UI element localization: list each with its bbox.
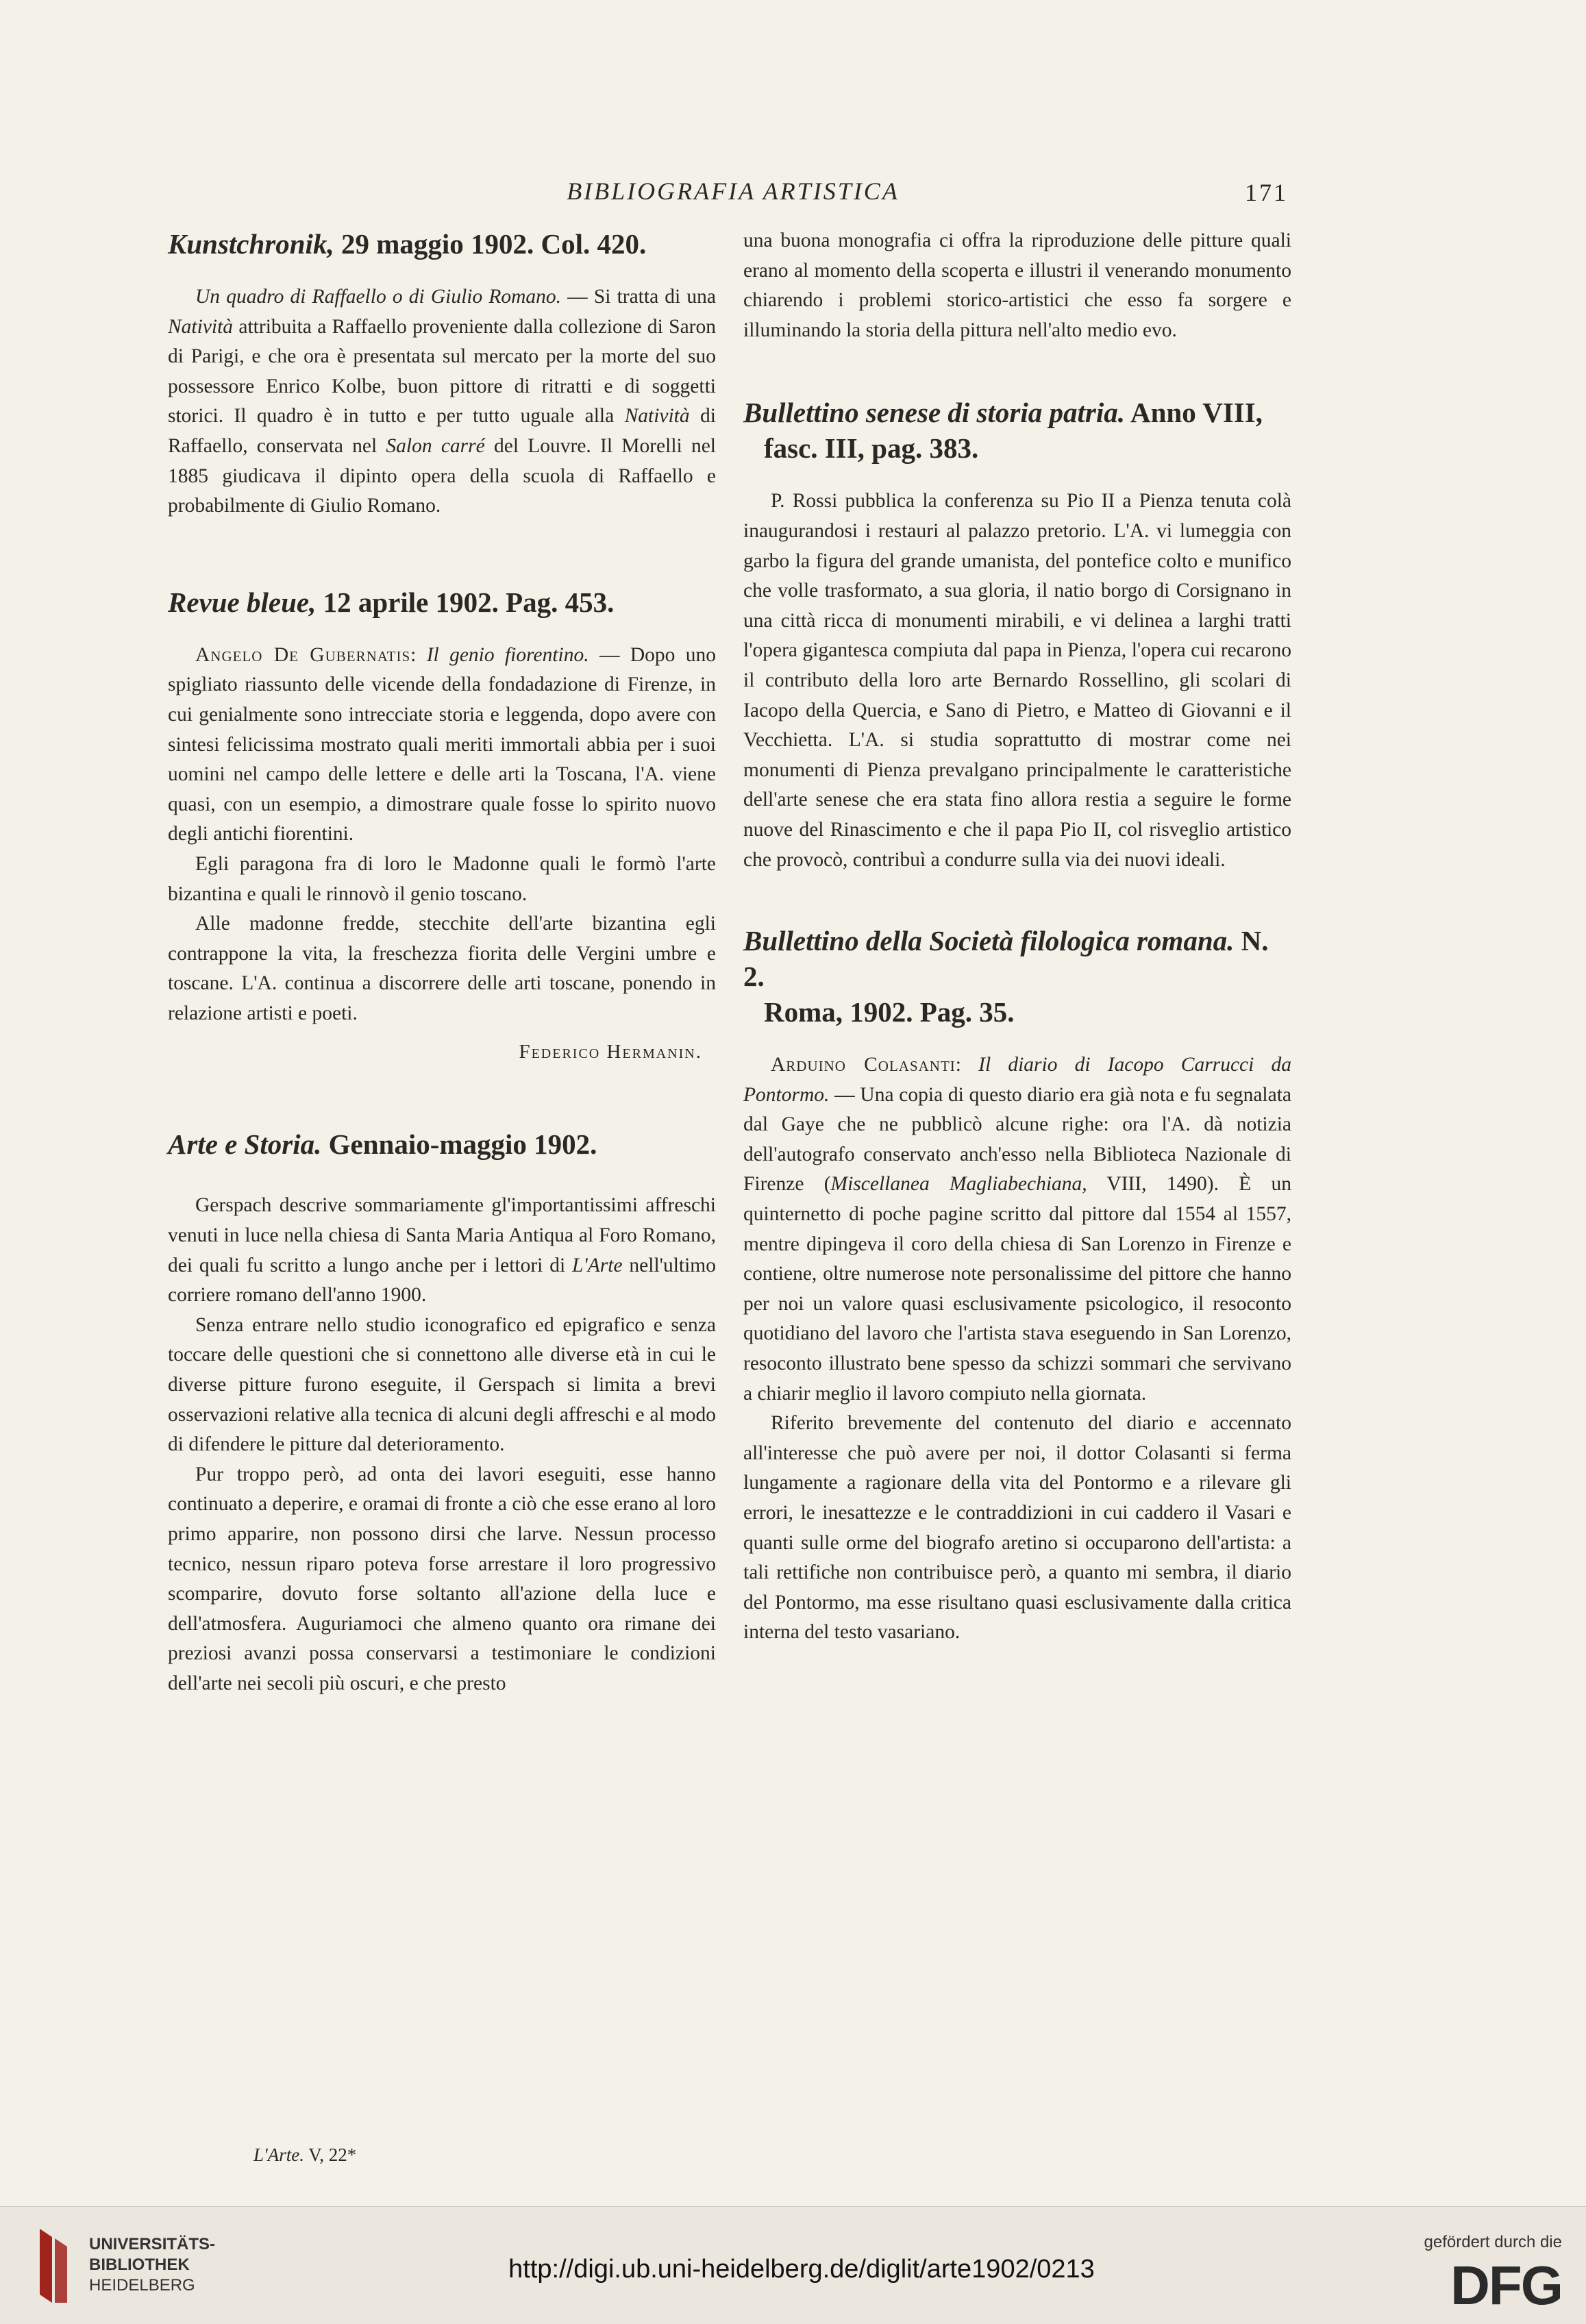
journal-title: Arte e Storia.: [168, 1128, 322, 1161]
review-paragraph: Riferito brevemente del contenuto del diario e accennato all'interesse che può avere per noi, il dottor Colasanti si ferma lungamente a ragionare della vita del Pontormo e a rilevare gli errori, le inesattezze e le contraddizioni in cui caddero il Vasari e quanti sulle orme del biografo aretino si occuparono dell'artista: a tali rettifiche non contribuisce però, a quanto mi sembra, il diario del Pontormo, ma esse risultano quasi esclusivamente dalla critica interna del testo vasariano.: [743, 1412, 1291, 1644]
review-paragraph: Angelo De Gubernatis: Il genio fiorentino. — Dopo uno spigliato riassunto delle vicende della fondadazione di Firenze, in cui genialmente sono intrecciate storia e leggenda, dopo avere con sintesi felicissima mostrato quali meriti immortali abbia per i suoi uomini nel campo delle lettere e delle arti la Toscana, l'A. viene quasi, con un esempio, a dimostrare quale fosse lo spirito nuovo degli antichi fiorentini.: [168, 643, 716, 845]
review-paragraph: Senza entrare nello studio iconografico ed epigrafico e senza toccare delle questioni che si connettono alle diverse età in cui le diverse pitture furono eseguite, il Gerspach si limita a brevi osservazioni relative alla tecnica di alcuni degli affreschi e al modo di difendere le pitture dal deterioramento.: [168, 1313, 716, 1456]
signature-mark: L'Arte. V, 22*: [253, 2144, 357, 2165]
journal-title: Bullettino senese di storia patria.: [743, 397, 1125, 429]
review-paragraph: Egli paragona fra di loro le Madonne quali le formò l'arte bizantina e quali le rinnovò il genio toscano.: [168, 852, 716, 905]
review-paragraph: Gerspach descrive sommariamente gl'importantissimi affreschi venuti in luce nella chiesa di Santa Maria Antiqua al Foro Romano, dei quali fu scritto a lungo anche per i lettori di L'Arte nell'ultimo corriere romano dell'anno 1900.: [168, 1194, 716, 1307]
permalink-url[interactable]: http://digi.ub.uni-heidelberg.de/diglit/arte1902/0213: [508, 2255, 1095, 2284]
section-heading: [168, 584, 716, 620]
section-heading: [168, 1126, 716, 1162]
library-name: UNIVERSITÄTS- BIBLIOTHEK HEIDELBERG: [89, 2235, 216, 2295]
review-paragraph: Pur troppo però, ad onta dei lavori eseguiti, esse hanno continuato a deperire, e oramai di fronte a ciò che esse erano al loro primo apparire, non possono dirsi che larve. Nessun processo tecnico, nessun riparo poteva forse arrestare il loro progressivo scomparire, dovuto forse soltanto all'azione della luce e dell'atmosfera. Auguriamoci che almeno quanto ora rimane dei preziosi avanzi possa conservarsi a testimoniare le condizioni dell'arte nei secoli più oscuri, e che presto: [168, 1463, 716, 1694]
author-name: Arduino Colasanti: [771, 1054, 956, 1076]
journal-issue: 12 aprile 1902. Pag. 453.: [323, 586, 615, 618]
section-bullettino-senese: [743, 395, 1291, 875]
journal-issue: N. 2.: [743, 925, 1269, 993]
author-name: Angelo De Gubernatis: [195, 643, 411, 666]
section-heading: [168, 226, 716, 262]
article-title: Il genio fiorentino.: [426, 643, 589, 666]
left-column: [168, 226, 716, 1699]
right-column: [743, 226, 1291, 1648]
university-library-logo-icon: [40, 2229, 74, 2303]
journal-issue: Anno VIII,: [1130, 397, 1263, 429]
section-kunstchronik: [168, 226, 716, 521]
review-paragraph: Arduino Colasanti: Il diario di Iacopo Carrucci da Pontormo. — Una copia di questo diario era già nota e fu segnalata dal Gaye che ne pubblicò alcune righe: ora l'A. dà notizia dell'autografo conservato anch'esso nella Biblioteca Nazionale di Firenze (Miscellanea Magliabechiana, VIII, 1490). È un quinternetto di poche pagine scritto dal pittore dal 1554 al 1557, mentre dipingeva il coro della chiesa di San Lorenzo in Firenze e contiene, oltre numerose note personalissime del pittore che hanno per noi un valore quasi esclusivamente psicologico, il resoconto quotidiano del lavoro che l'artista stava eseguendo in San Lorenzo, resoconto illustrato bene spesso da schizzi sommari che servivano a chiarir meglio il lavoro compiuto nella giornata.: [743, 1054, 1292, 1405]
section-heading: [743, 923, 1291, 1030]
digitization-footer: [0, 2206, 1586, 2324]
journal-issue-line2: fasc. III, pag. 383.: [764, 432, 979, 465]
journal-issue: Gennaio-maggio 1902.: [328, 1128, 597, 1161]
review-paragraph: Un quadro di Raffaello o di Giulio Romano. — Si tratta di una Natività attribuita a Raffaello proveniente dalla collezione di Saron di Parigi, e che ora è presentata sul mercato per la morte del suo possessore Enrico Kolbe, buon pittore di ritratti e di soggetti storici. Il quadro è in tutto e per tutto uguale alla Natività di Raffaello, conservata nel Salon carré del Louvre. Il Morelli nel 1885 giudicava il dipinto opera della scuola di Raffaello e probabilmente di Giulio Romano.: [168, 286, 716, 517]
section-bullettino-filologica: [743, 923, 1291, 1648]
reviewer-signature: Federico Hermanin.: [519, 1041, 702, 1063]
review-paragraph: P. Rossi pubblica la conferenza su Pio II a Pienza tenuta colà inaugurandosi i restauri al palazzo pretorio. L'A. vi lumeggia con garbo la figura del grande umanista, del pontefice colto e munifico che volle trasformato, a sua gloria, il natio borgo di Corsignano in una città ricca di monumenti mirabili, e vi delinea a larghi tratti l'opera gigantesca compiuta dal papa in Pienza, l'opera cui recarono il contributo della loro arte Bernardo Rossellino, gli scolari di Iacopo della Quercia, e Sano di Pietro, e Matteo di Giovanni e il Vecchietta. L'A. si studia soprattutto di mostrar come nei monumenti di Pienza prevalgano principalmente le caratteristiche dell'arte senese che era stata fino allora restia a seguire le forme nuove del Rinascimento e che il papa Pio II, col risveglio artistico che provocò, contribuì a condurre sulla via dei nuovi ideali.: [743, 490, 1291, 871]
running-head: BIBLIOGRAFIA ARTISTICA: [567, 177, 900, 205]
funded-by-label: gefördert durch die: [1424, 2233, 1562, 2251]
article-title: Un quadro di Raffaello o di Giulio Romano.: [195, 286, 562, 308]
journal-title: Revue bleue,: [168, 586, 317, 618]
review-paragraph: Alle madonne fredde, stecchite dell'arte bizantina egli contrappone la vita, la freschezza fiorita delle Vergini umbre e toscane. L'A. continua a discorrere delle arti toscane, ponendo in relazione artisti e poeti.: [168, 913, 716, 1024]
journal-issue-line2: Roma, 1902. Pag. 35.: [764, 996, 1015, 1028]
journal-issue: 29 maggio 1902. Col. 420.: [340, 228, 647, 260]
section-heading: [743, 395, 1291, 466]
section-revue-bleue: [168, 584, 716, 1064]
page-number: 171: [1245, 179, 1288, 206]
continued-paragraph: una buona monografia ci offra la riproduzione delle pitture quali erano al momento della scoperta e illustri il venerando monumento chiarendo i problemi storico-artistici che esso fa sorgere e illuminando la storia della pittura nell'alto medio evo.: [743, 230, 1291, 341]
dfg-logo: DFG: [1450, 2255, 1562, 2316]
article-title: Il diario di Iacopo Carrucci da Pontormo.: [743, 1054, 1291, 1106]
journal-title: Bullettino della Società filologica romana.: [743, 925, 1235, 957]
journal-title: Kunstchronik,: [168, 228, 334, 260]
section-arte-e-storia: [168, 1126, 716, 1698]
